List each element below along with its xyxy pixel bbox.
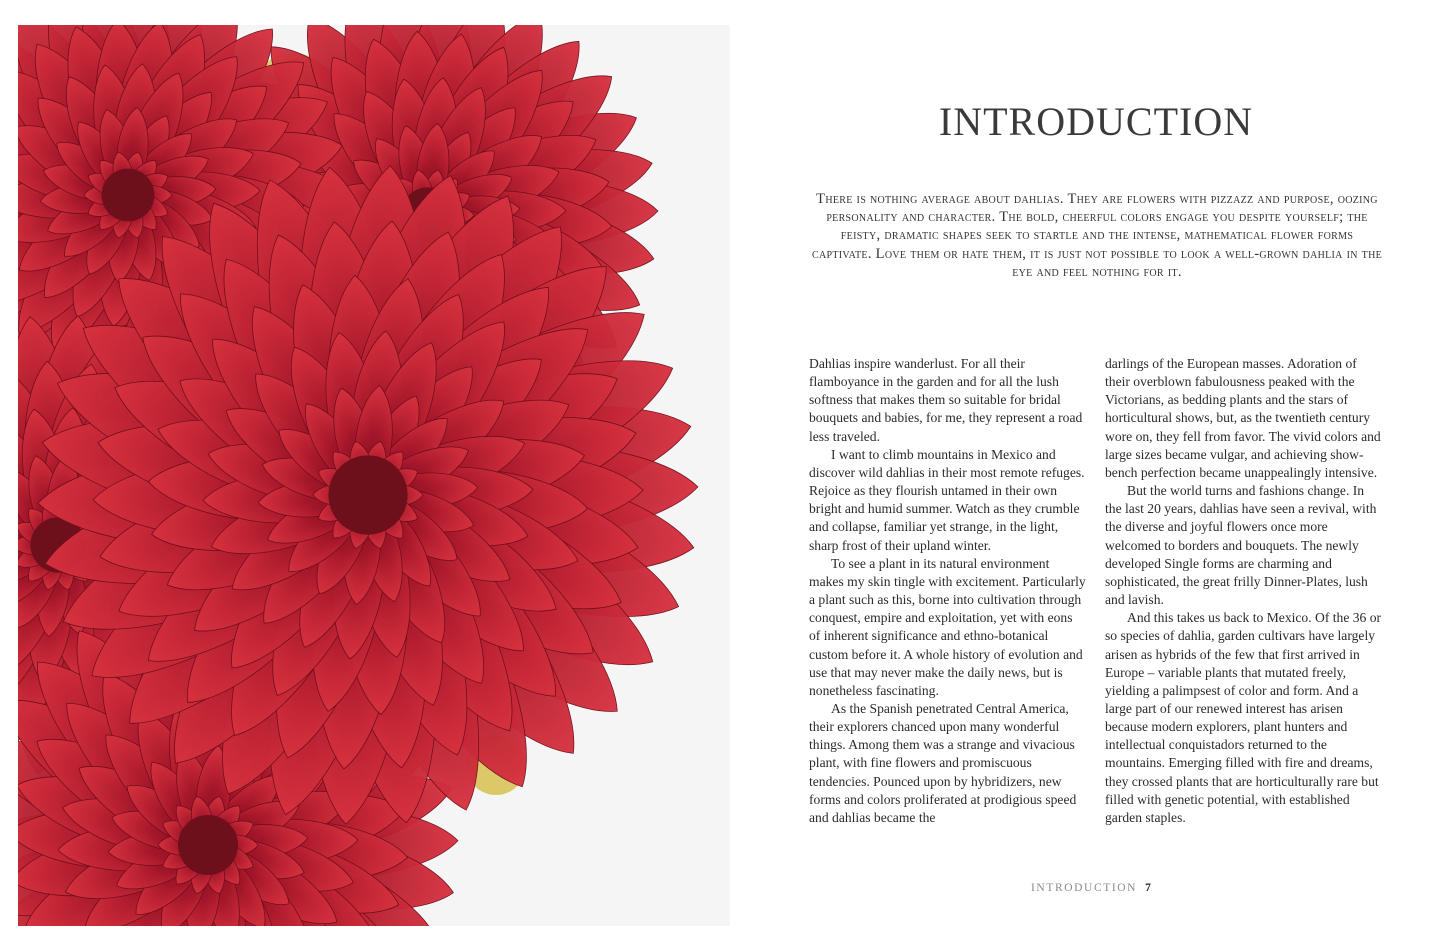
body-paragraph: I want to climb mountains in Mexico and discover wild dahlias in their most remote refuges. Rejoice as they flourish untamed in their own bright and humid summer. Watch as they crumble and collapse, familiar yet strange, in the light, sharp frost of their upland winter.	[809, 446, 1085, 553]
lede-paragraph: There is nothing average about dahlias. They are flowers with pizzazz and purpose, oozing personality and character. The bold, cheerful colors engage you despite yourself; the feisty, dramatic shapes seek to startle and the intense, mathematical flower forms captivate. Love them or hate them, it is just not possible to look a well-grown dahlia in the eye and feel nothing for it.	[811, 191, 1383, 280]
body-column-right	[1105, 355, 1383, 827]
body-paragraph: Dahlias inspire wanderlust. For all their flamboyance in the garden and for all the lush softness that makes them so suitable for bridal bouquets and babies, for me, they represent a road less traveled.	[809, 356, 1083, 444]
page-title: INTRODUCTION	[938, 99, 1254, 144]
body-paragraph: And this takes us back to Mexico. Of the 36 or so species of dahlia, garden cultivars have largely arisen as hybrids of the few that first arrived in Europe – variable plants that mutated freely, yielding a palimpsest of color and form. And a large part of our renewed interest has arisen because modern explorers, plant hunters and intellectual conquistadors returned to the mountains. Emerging filled with fire and dreams, they crossed plants that are horticulturally rare but filled with genetic potential, with established garden staples.	[1105, 610, 1382, 825]
running-footer-section: INTRODUCTION	[1031, 882, 1138, 894]
dahlia-photo	[18, 25, 730, 926]
page-number: 7	[1145, 882, 1151, 894]
page-footer	[1031, 882, 1151, 894]
body-paragraph: darlings of the European masses. Adoration of their overblown fabulousness peaked with the Victorians, as bedding plants and the stars of horticultural shows, but, as the twentieth century wore on, they fell from favor. The vivid colors and large sizes became vulgar, and achieving show-bench perfection became unappealingly intensive.	[1105, 356, 1381, 480]
body-paragraph: But the world turns and fashions change. In the last 20 years, dahlias have seen a revival, with the diverse and joyful flowers once more welcomed to borders and bouquets. The newly developed Single forms are charming and sophisticated, the great frilly Dinner-Plates, lush and lavish.	[1105, 483, 1377, 608]
dahlia-illustration	[18, 25, 730, 926]
body-column-left	[809, 355, 1087, 827]
body-paragraph: To see a plant in its natural environment makes my skin tingle with excitement. Particularly a plant such as this, borne into cultivation through conquest, empire and exploitation, yet with eons of inherent significance and ethno-botanical custom before it. A whole history of evolution and use that may never make the daily news, but is nonetheless fascinating.	[809, 555, 1086, 698]
body-paragraph: As the Spanish penetrated Central America, their explorers chanced upon many wonderful things. Among them was a strange and vivacious plant, with fine flowers and promiscuous tendencies. Pounced upon by hybridizers, new forms and colors proliferated at prodigious speed and dahlias became the	[809, 700, 1077, 825]
